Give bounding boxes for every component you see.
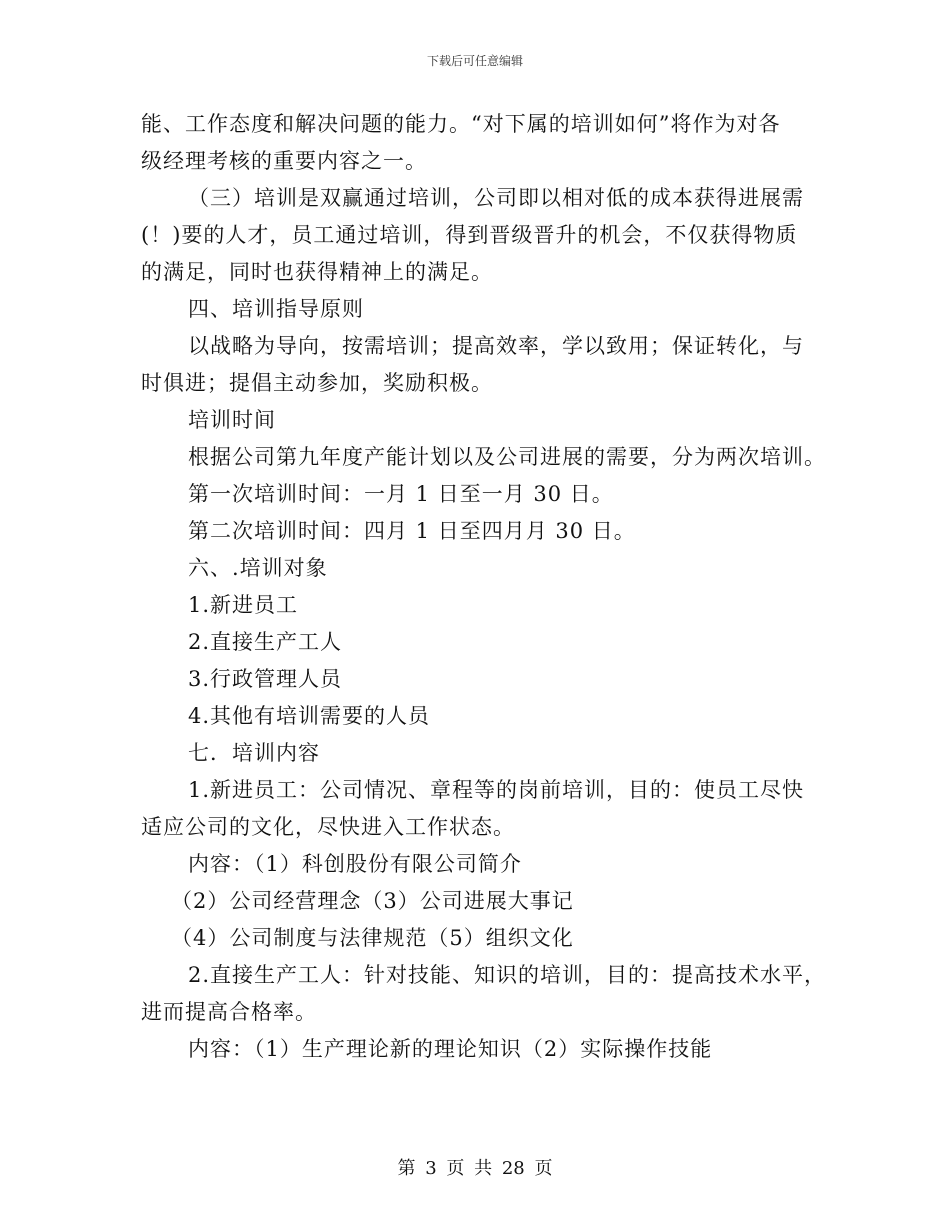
paragraph-line: 时俱进；提倡主动参加，奖励积极。 (141, 371, 493, 395)
paragraph-line: （2）公司经营理念（3）公司进展大事记 (171, 889, 574, 913)
paragraph-line: 级经理考核的重要内容之一。 (141, 149, 427, 173)
paragraph-line: 的满足，同时也获得精神上的满足。 (141, 260, 493, 284)
paragraph-line: （4）公司制度与法律规范（5）组织文化 (171, 926, 574, 950)
list-item: 4.其他有培训需要的人员 (188, 704, 431, 728)
document-body (141, 106, 827, 1068)
page-number: 第 3 页 共 28 页 (397, 1158, 553, 1179)
list-item: 3.行政管理人员 (188, 667, 343, 691)
section-heading: 六、.培训对象 (188, 556, 328, 580)
header-note: 下载后可任意编辑 (426, 54, 523, 68)
section-heading: 七．培训内容 (188, 741, 320, 765)
paragraph-line: 内容：（1）生产理论新的理论知识（2）实际操作技能 (188, 1037, 713, 1061)
paragraph-line: 1.新进员工：公司情况、章程等的岗前培训，目的：使员工尽快 (188, 778, 805, 802)
list-item: 1.新进员工 (188, 593, 299, 617)
section-heading: 四、培训指导原则 (188, 297, 364, 321)
paragraph-line: 2.直接生产工人：针对技能、知识的培训，目的：提高技术水平， (188, 963, 827, 987)
paragraph-line: 能、工作态度和解决问题的能力。“对下属的培训如何”将作为对各 (141, 112, 781, 136)
paragraph-line: 根据公司第九年度产能计划以及公司进展的需要，分为两次培训。 (188, 445, 826, 469)
paragraph-line: 适应公司的文化，尽快进入工作状态。 (141, 815, 515, 839)
paragraph-line: 第一次培训时间：一月 1 日至一月 30 日。 (188, 482, 614, 506)
list-item: 2.直接生产工人 (188, 630, 343, 654)
paragraph-line: 进而提高合格率。 (141, 1000, 317, 1024)
paragraph-line: （三）培训是双赢通过培训，公司即以相对低的成本获得进展需 (188, 186, 804, 210)
section-heading: 培训时间 (188, 408, 276, 432)
paragraph-line: 以战略为导向，按需培训；提高效率，学以致用；保证转化，与 (188, 334, 804, 358)
paragraph-line: (！)要的人才，员工通过培训，得到晋级晋升的机会，不仅获得物质 (141, 223, 798, 247)
paragraph-line: 内容：（1）科创股份有限公司简介 (188, 852, 522, 876)
paragraph-line: 第二次培训时间：四月 1 日至四月月 30 日。 (188, 519, 636, 543)
